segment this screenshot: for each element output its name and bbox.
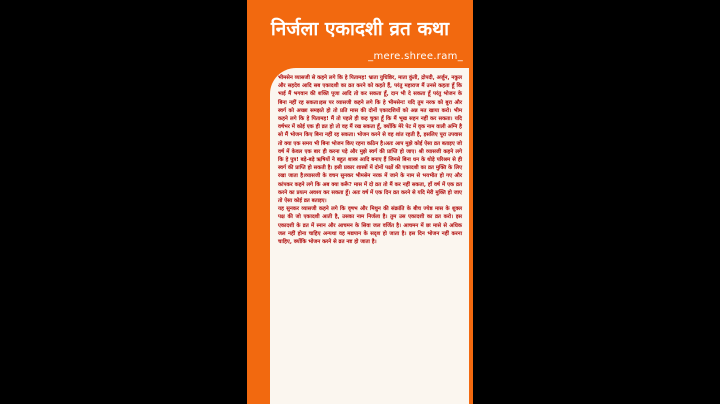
channel-handle: _mere.shree.ram_ (368, 51, 463, 62)
story-card (247, 0, 473, 404)
story-paragraph-2: यह सुनकर व्यासजी कहने लगे कि वृषभ और मिथुन की संक्रांति के बीच ज्येष्ठ मास के शुक्ल पक्ष की जो एकादशी आती है, उसका नाम निर्जला है। तुम उस एकादशी का व्रत करो। इस एकादशी के व्रत में स्नान और आचमन के सिवा जल वर्जित है। आचमन में छः मासे से अधिक जल नहीं होना चाहिए अन्यथा वह मद्यपान के सदृश हो जाता है। इस दिन भोजन नहीं करना चाहिए, क्योंकि भोजन करने से व्रत नष्ट हो जाता है। (278, 206, 462, 246)
story-paper (270, 68, 469, 404)
story-paragraph-1: भीमसेन व्यासजी से कहने लगे कि हे पितामह! भ्राता युधिष्ठिर, माता कुंती, द्रोपदी, अर्जुन, नकुल और सहदेव आदि सब एकादशी का व्रत करने को कहते हैं, परंतु महाराज मैं उनसे कहता हूँ कि भाई मैं भगवान की शक्ति पूजा आदि तो कर सकता हूँ, दान भी दे सकता हूँ परंतु भोजन के बिना नहीं रह सकता।इस पर व्यासजी कहने लगे कि हे भीमसेन! यदि तुम नरक को बुरा और स्वर्ग को अच्छा समझते हो तो प्रति मास की दोनों एकादशियों को अन्न मत खाया करो। भीम कहने लगे कि हे पितामह! मैं तो पहले ही कह चुका हूँ कि मैं भूख सहन नहीं कर सकता। यदि वर्षभर में कोई एक ही व्रत हो तो वह मैं रख सकता हूँ, क्योंकि मेरे पेट में वृक नाम वाली अग्नि है सो मैं भोजन किए बिना नहीं रह सकता। भोजन करने से वह शांत रहती है, इसलिए पूरा उपवास तो क्या एक समय भी बिना भोजन किए रहना कठिन है।अतः आप मुझे कोई ऐसा व्रत बताइए जो वर्ष में केवल एक बार ही करना पड़े और मुझे स्वर्ग की प्राप्ति हो जाए। श्री व्यासजी कहने लगे कि हे पुत्र! बड़े-बड़े ऋषियों ने बहुत शास्त्र आदि बनाए हैं जिनसे बिना धन के थोड़े परिश्रम से ही स्वर्ग की प्राप्ति हो सकती है। इसी प्रकार शास्त्रों में दोनों पक्षों की एकादशी का व्रत मुक्ति के लिए रखा जाता है।व्यासजी के वचन सुनकर भीमसेन नरक में जाने के नाम से भयभीत हो गए और कांपकर कहने लगे कि अब क्या करूँ? मास में दो व्रत तो मैं कर नहीं सकता, हाँ वर्ष में एक व्रत करने का प्रयत्न अवश्य कर सकता हूँ। अतः वर्ष में एक दिन व्रत करने से यदि मेरी मुक्ति हो जाए तो ऐसा कोई व्रत बताइए। (278, 75, 462, 205)
page-title: निर्जला एकादशी व्रत कथा (270, 18, 450, 40)
story-text (278, 74, 462, 246)
